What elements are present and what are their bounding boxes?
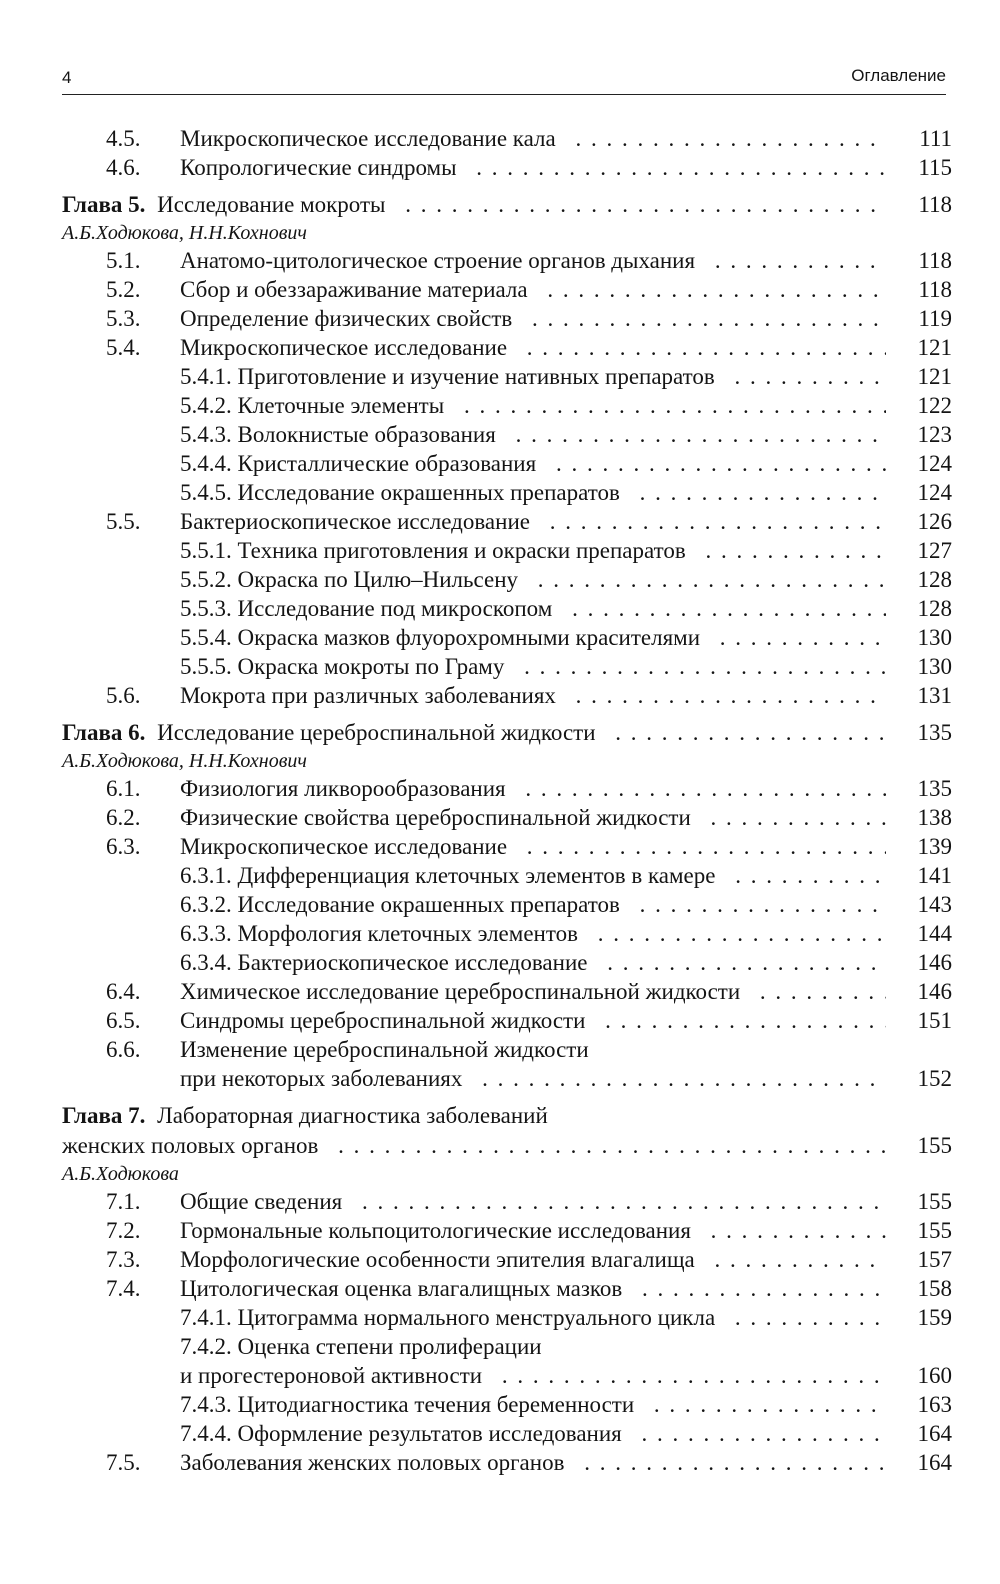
toc-entry — [62, 507, 952, 536]
toc-entry — [62, 536, 952, 565]
entry-title: 7.4.4. Оформление результатов исследования — [180, 1421, 628, 1446]
entry-title-group — [180, 834, 519, 859]
page-ref: 130 — [917, 625, 952, 650]
section-number: 4.6. — [106, 155, 141, 180]
toc-entry — [62, 774, 952, 803]
entry-title: Исследование мокроты — [157, 192, 391, 217]
entry-title: 6.3.1. Дифференциация клеточных элементов в камере — [180, 863, 721, 888]
page-ref: 135 — [917, 720, 952, 745]
page-ref: 119 — [918, 306, 952, 331]
entry-title: Общие сведения — [180, 1189, 348, 1214]
toc-entry — [62, 681, 952, 710]
section-number: 6.3. — [106, 834, 141, 859]
entry-title: Микроскопическое исследование кала — [180, 126, 562, 151]
page-ref: 146 — [917, 950, 952, 975]
page-ref: 121 — [917, 364, 952, 389]
entry-title: Физиология ликворообразования — [180, 776, 512, 801]
toc-entry — [62, 1448, 952, 1477]
section-number: 5.1. — [106, 248, 141, 273]
page-ref: 155 — [917, 1218, 952, 1243]
entry-title: 5.5.1. Техника приготовления и окраски препаратов — [180, 538, 692, 563]
toc-entry — [62, 124, 952, 153]
toc-entry — [62, 1035, 952, 1064]
toc-entry — [62, 832, 952, 861]
page-ref: 122 — [917, 393, 952, 418]
toc-entry — [62, 275, 952, 304]
page-ref: 157 — [917, 1247, 952, 1272]
entry-title: Исследование цереброспинальной жидкости — [157, 720, 601, 745]
toc-entry — [62, 1419, 952, 1448]
page-ref: 146 — [917, 979, 952, 1004]
entry-title: 5.4.1. Приготовление и изучение нативных препаратов — [180, 364, 721, 389]
entry-title: 5.5.3. Исследование под микроскопом — [180, 596, 558, 621]
entry-title: 6.3.4. Бактериоскопическое исследование — [180, 950, 593, 975]
entry-text-wrap — [180, 774, 886, 803]
entry-title: Бактериоскопическое исследование — [180, 509, 536, 534]
chapter-authors: А.Б.Ходюкова, Н.Н.Кохнович — [62, 222, 307, 244]
entry-title: Цитологическая оценка влагалищных мазков — [180, 1276, 628, 1301]
toc-entry — [62, 420, 952, 449]
entry-title: Морфологические особенности эпителия влагалища — [180, 1247, 701, 1272]
page-ref: 126 — [917, 509, 952, 534]
entry-title: Изменение цереброспинальной жидкости — [180, 1037, 595, 1062]
toc-entry — [62, 652, 952, 681]
toc-entry — [62, 449, 952, 478]
toc-entry — [62, 803, 952, 832]
toc-chapter-entry — [62, 190, 952, 220]
entry-title-group — [180, 126, 568, 151]
page-ref: 155 — [917, 1133, 952, 1158]
entry-text-wrap — [62, 1131, 886, 1160]
entry-title-group — [180, 1392, 646, 1417]
toc-entry — [62, 333, 952, 362]
entry-title-group — [180, 1334, 554, 1359]
page-ref: 155 — [917, 1189, 952, 1214]
entry-title-group — [180, 451, 548, 476]
entry-title-group — [62, 720, 608, 745]
entry-text-wrap — [62, 718, 886, 747]
toc-entry — [62, 1361, 952, 1390]
page-ref: 111 — [919, 126, 952, 151]
entry-title-group — [180, 805, 703, 830]
entry-text-wrap — [180, 1216, 886, 1245]
entry-title-group — [180, 863, 727, 888]
entry-text-wrap — [180, 1274, 886, 1303]
entry-title-group — [62, 192, 398, 217]
entry-text-wrap — [180, 803, 886, 832]
toc-entry — [62, 890, 952, 919]
toc-entry — [62, 1332, 952, 1361]
entry-title: 6.3.3. Морфология клеточных элементов — [180, 921, 584, 946]
page-ref: 118 — [918, 248, 952, 273]
entry-title: Гормональные кольпоцитологические исследования — [180, 1218, 697, 1243]
toc-entry — [62, 1245, 952, 1274]
section-number: 7.2. — [106, 1218, 141, 1243]
page-ref: 135 — [917, 776, 952, 801]
entry-text-wrap — [180, 333, 886, 362]
entry-text-wrap — [180, 507, 886, 536]
entry-text-wrap — [62, 190, 886, 219]
entry-title: 5.4.2. Клеточные элементы — [180, 393, 450, 418]
toc-entry — [62, 1187, 952, 1216]
entry-title-group — [180, 1066, 474, 1091]
section-number: 5.3. — [106, 306, 141, 331]
entry-text-wrap — [180, 948, 886, 977]
entry-title-group — [180, 654, 516, 679]
entry-title-group — [180, 776, 518, 801]
entry-text-wrap — [180, 449, 886, 478]
section-number: 7.5. — [106, 1450, 141, 1475]
entry-title-group — [180, 277, 540, 302]
toc-entry — [62, 1006, 952, 1035]
entry-title-group — [180, 1363, 494, 1388]
entry-title: и прогестероновой активности — [180, 1363, 488, 1388]
entry-title: 7.4.3. Цитодиагностика течения беременности — [180, 1392, 640, 1417]
entry-title: 5.5.2. Окраска по Цилю–Нильсену — [180, 567, 524, 592]
entry-text-wrap — [180, 1390, 886, 1419]
page-ref: 159 — [917, 1305, 952, 1330]
chapter-label-bold — [62, 720, 151, 745]
page-ref: 118 — [918, 277, 952, 302]
toc-entry — [62, 1390, 952, 1419]
entry-title: 5.4.3. Волокнистые образования — [180, 422, 502, 447]
entry-title: Заболевания женских половых органов — [180, 1450, 570, 1475]
chapter-label: Глава 5. — [62, 192, 151, 217]
page-ref: 164 — [917, 1421, 952, 1446]
toc-entry — [62, 246, 952, 275]
page-ref: 143 — [917, 892, 952, 917]
entry-title: Лабораторная диагностика заболеваний — [157, 1103, 554, 1128]
section-number: 7.4. — [106, 1276, 141, 1301]
entry-text-wrap — [180, 1245, 886, 1274]
entry-title-group — [180, 509, 542, 534]
toc-entry — [62, 919, 952, 948]
page-ref: 151 — [917, 1008, 952, 1033]
page-ref: 164 — [917, 1450, 952, 1475]
entry-text-wrap — [180, 536, 886, 565]
page-ref: 144 — [917, 921, 952, 946]
chapter-label: Глава 7. — [62, 1103, 151, 1128]
entry-title-group — [180, 480, 632, 505]
entry-title: 5.5.5. Окраска мокроты по Граму — [180, 654, 510, 679]
page-ref: 128 — [917, 596, 952, 621]
entry-title-group — [62, 1103, 560, 1128]
entry-title: Сбор и обеззараживание материала — [180, 277, 534, 302]
entry-title-group — [180, 1247, 707, 1272]
entry-title-group — [180, 335, 519, 360]
section-number: 6.4. — [106, 979, 141, 1004]
entry-text-wrap — [180, 919, 886, 948]
entry-text-wrap — [180, 246, 886, 275]
entry-text-wrap — [180, 275, 886, 304]
entry-text-wrap — [180, 1361, 886, 1390]
entry-title-group — [180, 364, 727, 389]
entry-title-group — [180, 393, 456, 418]
entry-title-group — [180, 306, 524, 331]
entry-title: Физические свойства цереброспинальной жидкости — [180, 805, 697, 830]
entry-title-group — [180, 1305, 727, 1330]
entry-text-wrap — [180, 1448, 886, 1477]
entry-title-group — [180, 567, 530, 592]
toc-entry — [62, 594, 952, 623]
entry-text-wrap — [180, 153, 886, 182]
section-number: 6.2. — [106, 805, 141, 830]
entry-title: Определение физических свойств — [180, 306, 518, 331]
entry-title: при некоторых заболеваниях — [180, 1066, 468, 1091]
entry-text-wrap — [180, 890, 886, 919]
entry-title-group — [180, 422, 508, 447]
entry-title-group — [180, 892, 632, 917]
entry-title: 5.4.4. Кристаллические образования — [180, 451, 542, 476]
entry-text-wrap — [180, 304, 886, 333]
page-header — [62, 60, 946, 95]
toc-entry — [62, 153, 952, 182]
toc-entry — [62, 977, 952, 1006]
entry-text-wrap — [180, 565, 886, 594]
entry-text-wrap — [180, 1187, 886, 1216]
entry-title: 7.4.1. Цитограмма нормального менструального цикла — [180, 1305, 721, 1330]
entry-text-wrap — [180, 1006, 886, 1035]
toc-entry — [62, 362, 952, 391]
chapter-label-bold — [62, 192, 151, 217]
toc-entry — [62, 478, 952, 507]
entry-text-wrap — [62, 1101, 886, 1130]
toc-entry — [62, 1274, 952, 1303]
chapter-label: Глава 6. — [62, 720, 151, 745]
toc-entry — [62, 1216, 952, 1245]
entry-text-wrap — [180, 1332, 886, 1361]
page-ref: 118 — [918, 192, 952, 217]
entry-title: Микроскопическое исследование — [180, 335, 513, 360]
entry-title-group — [180, 1450, 576, 1475]
entry-title-group — [180, 979, 752, 1004]
entry-title: Копрологические синдромы — [180, 155, 463, 180]
section-number: 7.3. — [106, 1247, 141, 1272]
toc-entry — [62, 391, 952, 420]
entry-text-wrap — [180, 420, 886, 449]
entry-text-wrap — [180, 391, 886, 420]
entry-title-group — [180, 683, 568, 708]
section-number: 6.5. — [106, 1008, 141, 1033]
page-ref: 158 — [917, 1276, 952, 1301]
section-number: 7.1. — [106, 1189, 141, 1214]
entry-title-group — [180, 1421, 634, 1446]
entry-text-wrap — [180, 977, 886, 1006]
entry-title-group — [180, 625, 712, 650]
section-number: 5.6. — [106, 683, 141, 708]
page-ref: 124 — [917, 480, 952, 505]
entry-title: 5.4.5. Исследование окрашенных препаратов — [180, 480, 626, 505]
toc-entry — [62, 623, 952, 652]
entry-title: 6.3.2. Исследование окрашенных препаратов — [180, 892, 626, 917]
page-ref: 123 — [917, 422, 952, 447]
toc-entry — [62, 1303, 952, 1332]
page-ref: 131 — [917, 683, 952, 708]
page-ref: 127 — [917, 538, 952, 563]
entry-text-wrap — [180, 623, 886, 652]
entry-title: Анатомо-цитологическое строение органов дыхания — [180, 248, 701, 273]
page-ref: 139 — [917, 834, 952, 859]
entry-title-group — [180, 1037, 601, 1062]
entry-title-group — [180, 1276, 634, 1301]
page-ref: 141 — [917, 863, 952, 888]
entry-text-wrap — [180, 594, 886, 623]
chapter-label-bold — [62, 1103, 151, 1128]
entry-title-group — [180, 1218, 703, 1243]
page-ref: 130 — [917, 654, 952, 679]
section-number: 6.6. — [106, 1037, 141, 1062]
entry-text-wrap — [180, 478, 886, 507]
entry-title-group — [180, 1008, 597, 1033]
entry-text-wrap — [180, 681, 886, 710]
entry-title: 7.4.2. Оценка степени пролиферации — [180, 1334, 548, 1359]
section-number: 6.1. — [106, 776, 141, 801]
toc-entry — [62, 948, 952, 977]
entry-title: 5.5.4. Окраска мазков флуорохромными красителями — [180, 625, 706, 650]
toc-entry — [62, 861, 952, 890]
entry-title: женских половых органов — [62, 1133, 324, 1158]
entry-text-wrap — [180, 362, 886, 391]
entry-text-wrap — [180, 1035, 886, 1064]
page-ref: 128 — [917, 567, 952, 592]
page-ref: 124 — [917, 451, 952, 476]
entry-title-group — [180, 155, 469, 180]
entry-title-group — [180, 248, 707, 273]
entry-text-wrap — [180, 861, 886, 890]
entry-title-group — [180, 596, 564, 621]
entry-text-wrap — [180, 1064, 886, 1093]
page-ref: 115 — [918, 155, 952, 180]
entry-text-wrap — [180, 1419, 886, 1448]
toc-chapter-entry — [62, 1101, 952, 1131]
entry-text-wrap — [180, 124, 886, 153]
toc-entry — [62, 304, 952, 333]
section-number: 5.5. — [106, 509, 141, 534]
entry-text-wrap — [180, 832, 886, 861]
toc-chapter-entry — [62, 1131, 952, 1161]
toc-chapter-entry — [62, 718, 952, 748]
page-ref: 138 — [917, 805, 952, 830]
toc-entry — [62, 1064, 952, 1093]
section-number: 5.4. — [106, 335, 141, 360]
entry-title-group — [180, 950, 599, 975]
section-number: 5.2. — [106, 277, 141, 302]
page-ref: 160 — [917, 1363, 952, 1388]
entry-title-group — [180, 921, 590, 946]
chapter-authors: А.Б.Ходюкова, Н.Н.Кохнович — [62, 750, 307, 772]
entry-title: Микроскопическое исследование — [180, 834, 513, 859]
section-number: 4.5. — [106, 126, 141, 151]
entry-title: Мокрота при различных заболеваниях — [180, 683, 562, 708]
entry-title: Синдромы цереброспинальной жидкости — [180, 1008, 591, 1033]
entry-text-wrap — [180, 1303, 886, 1332]
page-ref: 163 — [917, 1392, 952, 1417]
entry-title-group — [180, 538, 698, 563]
chapter-authors: А.Б.Ходюкова — [62, 1163, 179, 1185]
running-title: Оглавление — [851, 66, 946, 85]
entry-title-group — [180, 1189, 354, 1214]
toc-entry — [62, 565, 952, 594]
entry-title-group — [62, 1133, 330, 1158]
entry-text-wrap — [180, 652, 886, 681]
page-ref: 121 — [917, 335, 952, 360]
page-number: 4 — [62, 68, 72, 87]
table-of-contents — [62, 124, 952, 1477]
entry-title: Химическое исследование цереброспинальной жидкости — [180, 979, 746, 1004]
page-ref: 152 — [917, 1066, 952, 1091]
